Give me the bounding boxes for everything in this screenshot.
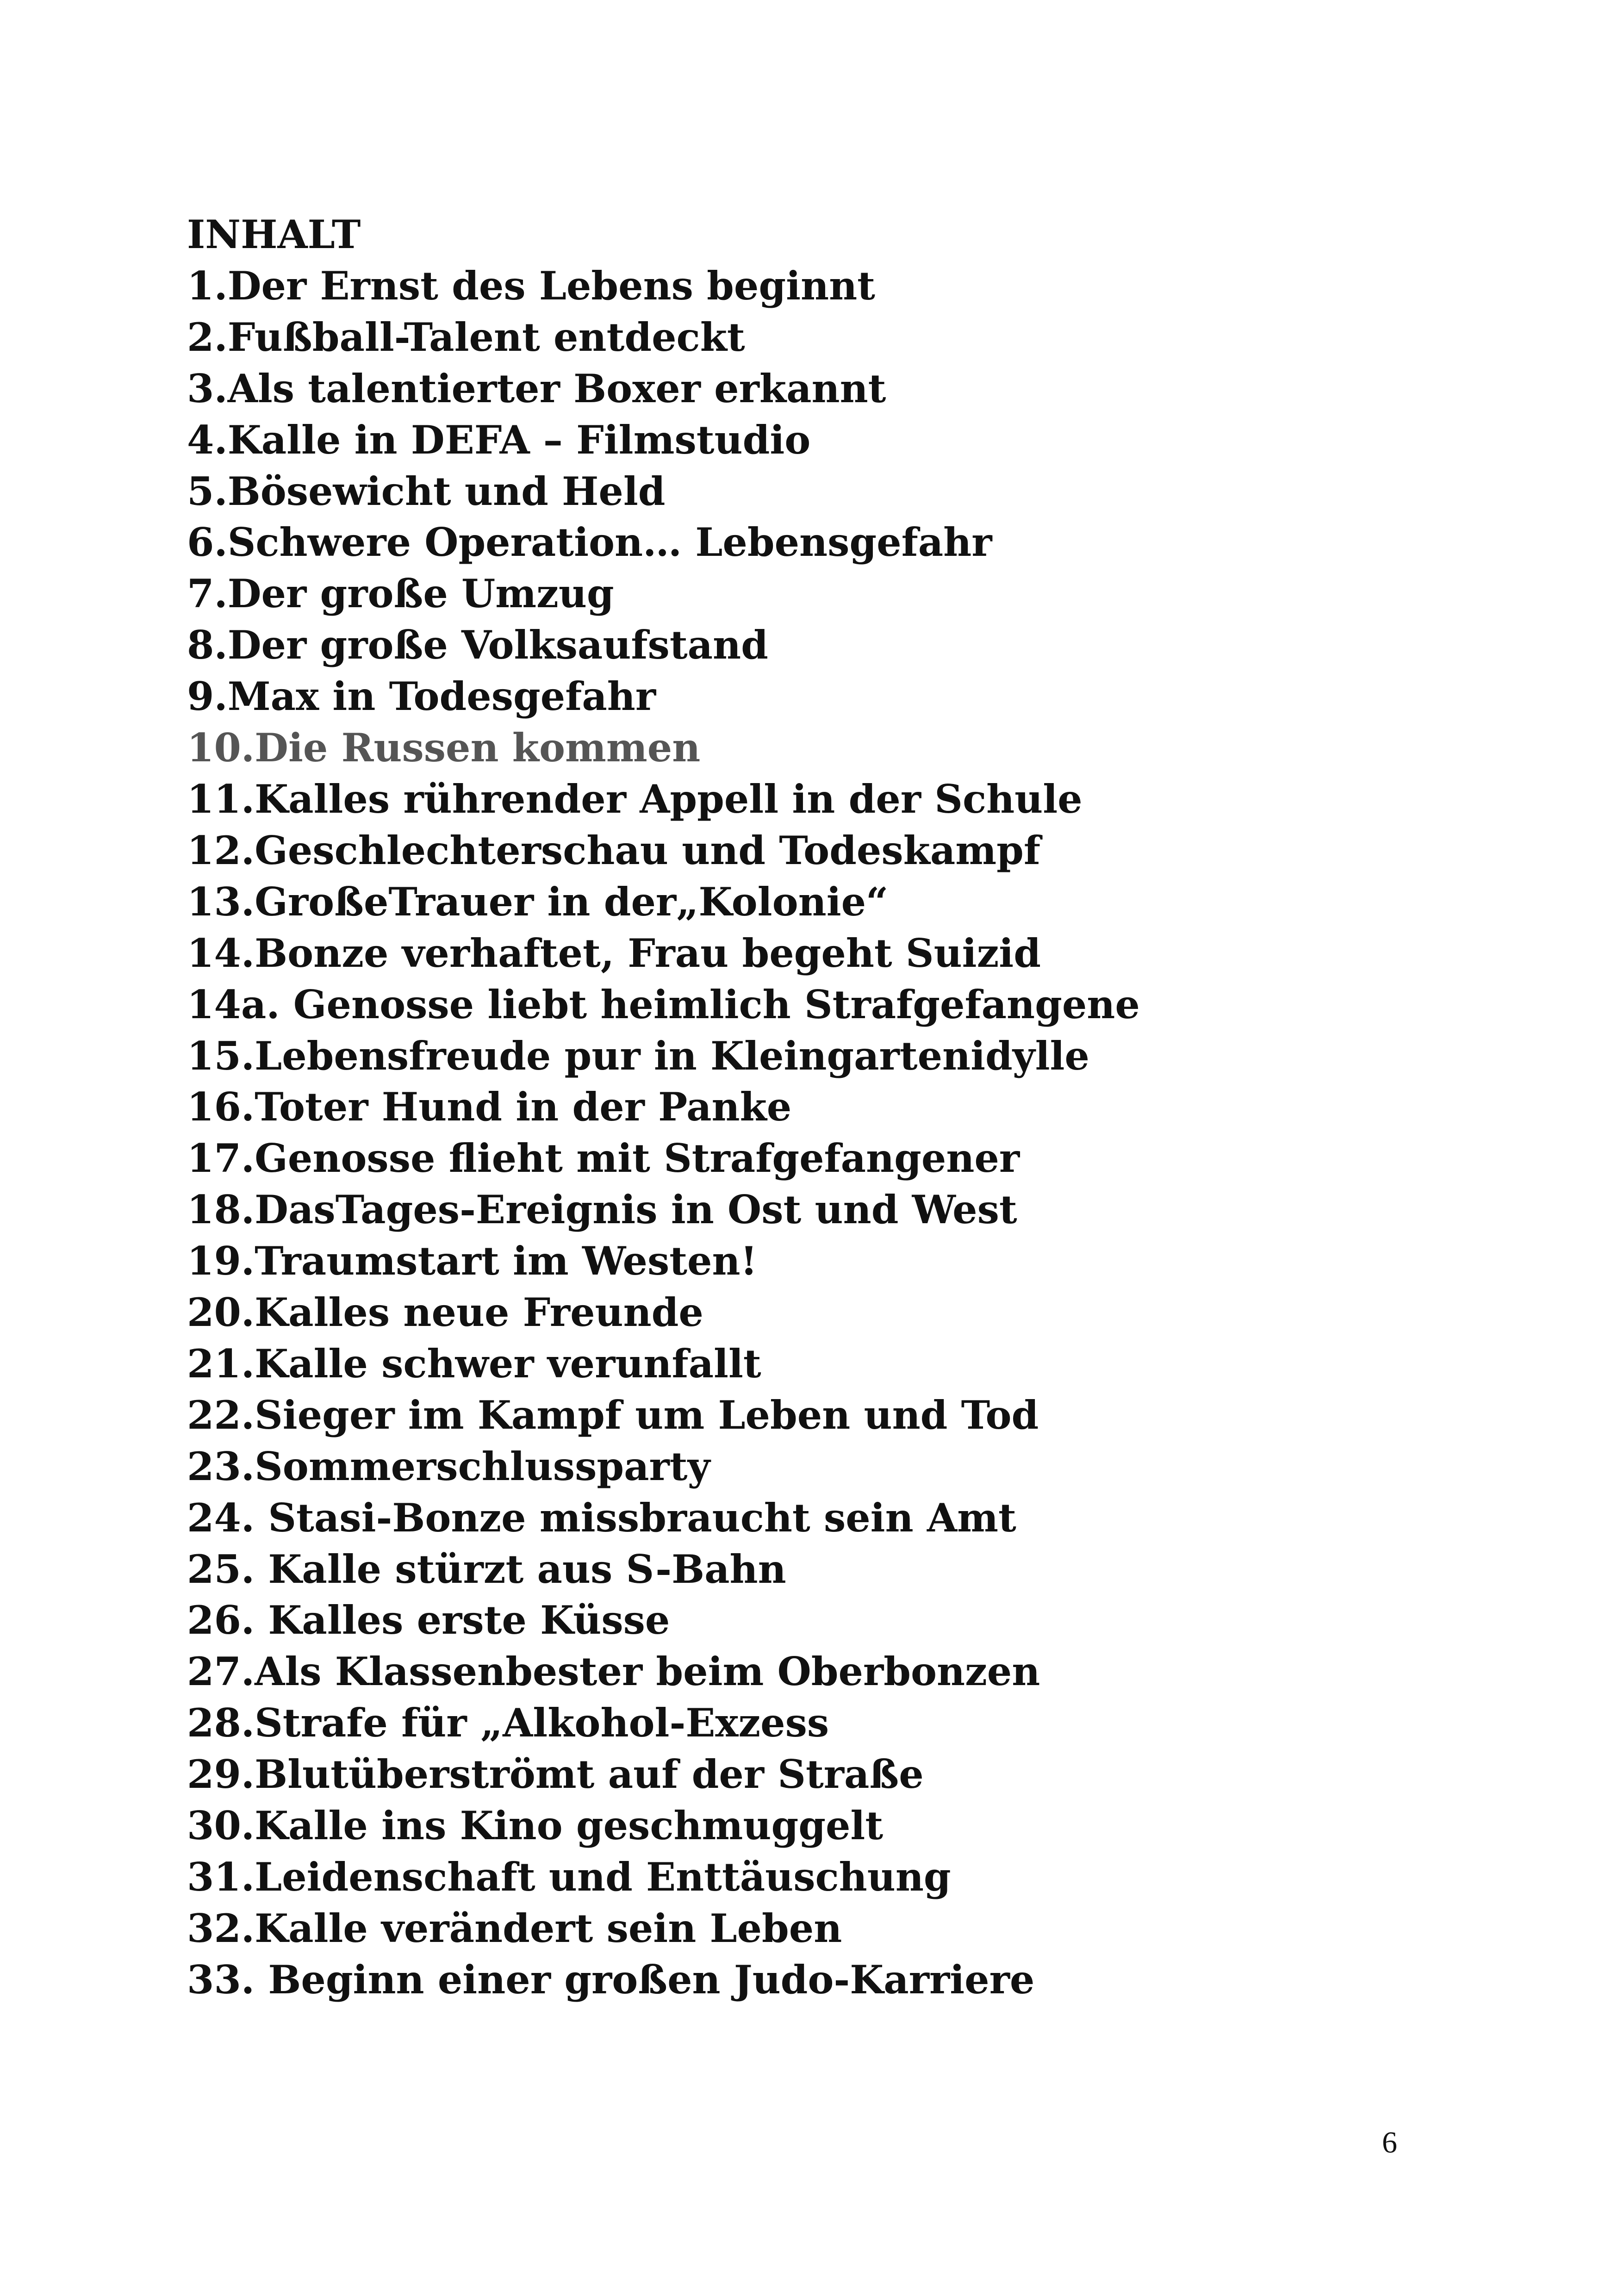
toc-heading: INHALT bbox=[187, 212, 361, 257]
toc-entry: 15.Lebensfreude pur in Kleingartenidylle bbox=[187, 1033, 1089, 1079]
toc-entry: 33. Beginn einer großen Judo-Karriere bbox=[187, 1956, 1035, 2003]
toc-entry: 25. Kalle stürzt aus S-Bahn bbox=[187, 1546, 786, 1592]
toc-entry: 11.Kalles rührender Appell in der Schule bbox=[187, 776, 1083, 822]
toc-entry: 12.Geschlechterschau und Todeskampf bbox=[187, 827, 1041, 873]
toc-entry: 14.Bonze verhaftet, Frau begeht Suizid bbox=[187, 930, 1041, 976]
table-of-contents bbox=[187, 209, 1529, 2006]
toc-entry: 7.Der große Umzug bbox=[187, 571, 614, 617]
toc-entry: 20.Kalles neue Freunde bbox=[187, 1289, 703, 1336]
toc-entry: 4.Kalle in DEFA – Filmstudio bbox=[187, 417, 811, 463]
toc-entry: 8.Der große Volksaufstand bbox=[187, 622, 768, 668]
toc-entry: 23.Sommerschlussparty bbox=[187, 1443, 710, 1489]
page-number: 6 bbox=[1382, 2126, 1397, 2159]
toc-entry: 31.Leidenschaft und Enttäuschung bbox=[187, 1854, 951, 1900]
toc-entry: 14a. Genosse liebt heimlich Strafgefangene bbox=[187, 981, 1140, 1027]
toc-entry: 13.GroßeTrauer in der„Kolonie“ bbox=[187, 878, 889, 925]
toc-entry: 3.Als talentierter Boxer erkannt bbox=[187, 365, 886, 411]
toc-entry: 19.Traumstart im Westen! bbox=[187, 1238, 758, 1284]
toc-entry: 30.Kalle ins Kino geschmuggelt bbox=[187, 1803, 884, 1849]
toc-entry: 1.Der Ernst des Lebens beginnt bbox=[187, 262, 875, 309]
toc-entry: 27.Als Klassenbester beim Oberbonzen bbox=[187, 1649, 1040, 1695]
toc-entry: 21.Kalle schwer verunfallt bbox=[187, 1340, 761, 1387]
toc-entry: 28.Strafe für „Alkohol-Exzess bbox=[187, 1700, 829, 1746]
toc-entry: 26. Kalles erste Küsse bbox=[187, 1597, 670, 1643]
toc-entry: 16.Toter Hund in der Panke bbox=[187, 1084, 792, 1130]
toc-entry: 24. Stasi-Bonze missbraucht sein Amt bbox=[187, 1494, 1016, 1541]
toc-entry: 6.Schwere Operation… Lebensgefahr bbox=[187, 519, 992, 566]
toc-entry: 32.Kalle verändert sein Leben bbox=[187, 1905, 842, 1951]
toc-list bbox=[187, 261, 1529, 2006]
toc-entry: 29.Blutüberströmt auf der Straße bbox=[187, 1751, 924, 1798]
toc-entry: 18.DasTages-Ereignis in Ost und West bbox=[187, 1187, 1017, 1233]
toc-entry: 10.Die Russen kommen bbox=[187, 725, 701, 771]
toc-entry: 2.Fußball-Talent entdeckt bbox=[187, 314, 745, 360]
toc-entry: 17.Genosse flieht mit Strafgefangener bbox=[187, 1135, 1020, 1182]
toc-entry: 5.Bösewicht und Held bbox=[187, 468, 666, 514]
toc-entry: 22.Sieger im Kampf um Leben und Tod bbox=[187, 1392, 1039, 1438]
toc-entry: 9.Max in Todesgefahr bbox=[187, 673, 656, 720]
